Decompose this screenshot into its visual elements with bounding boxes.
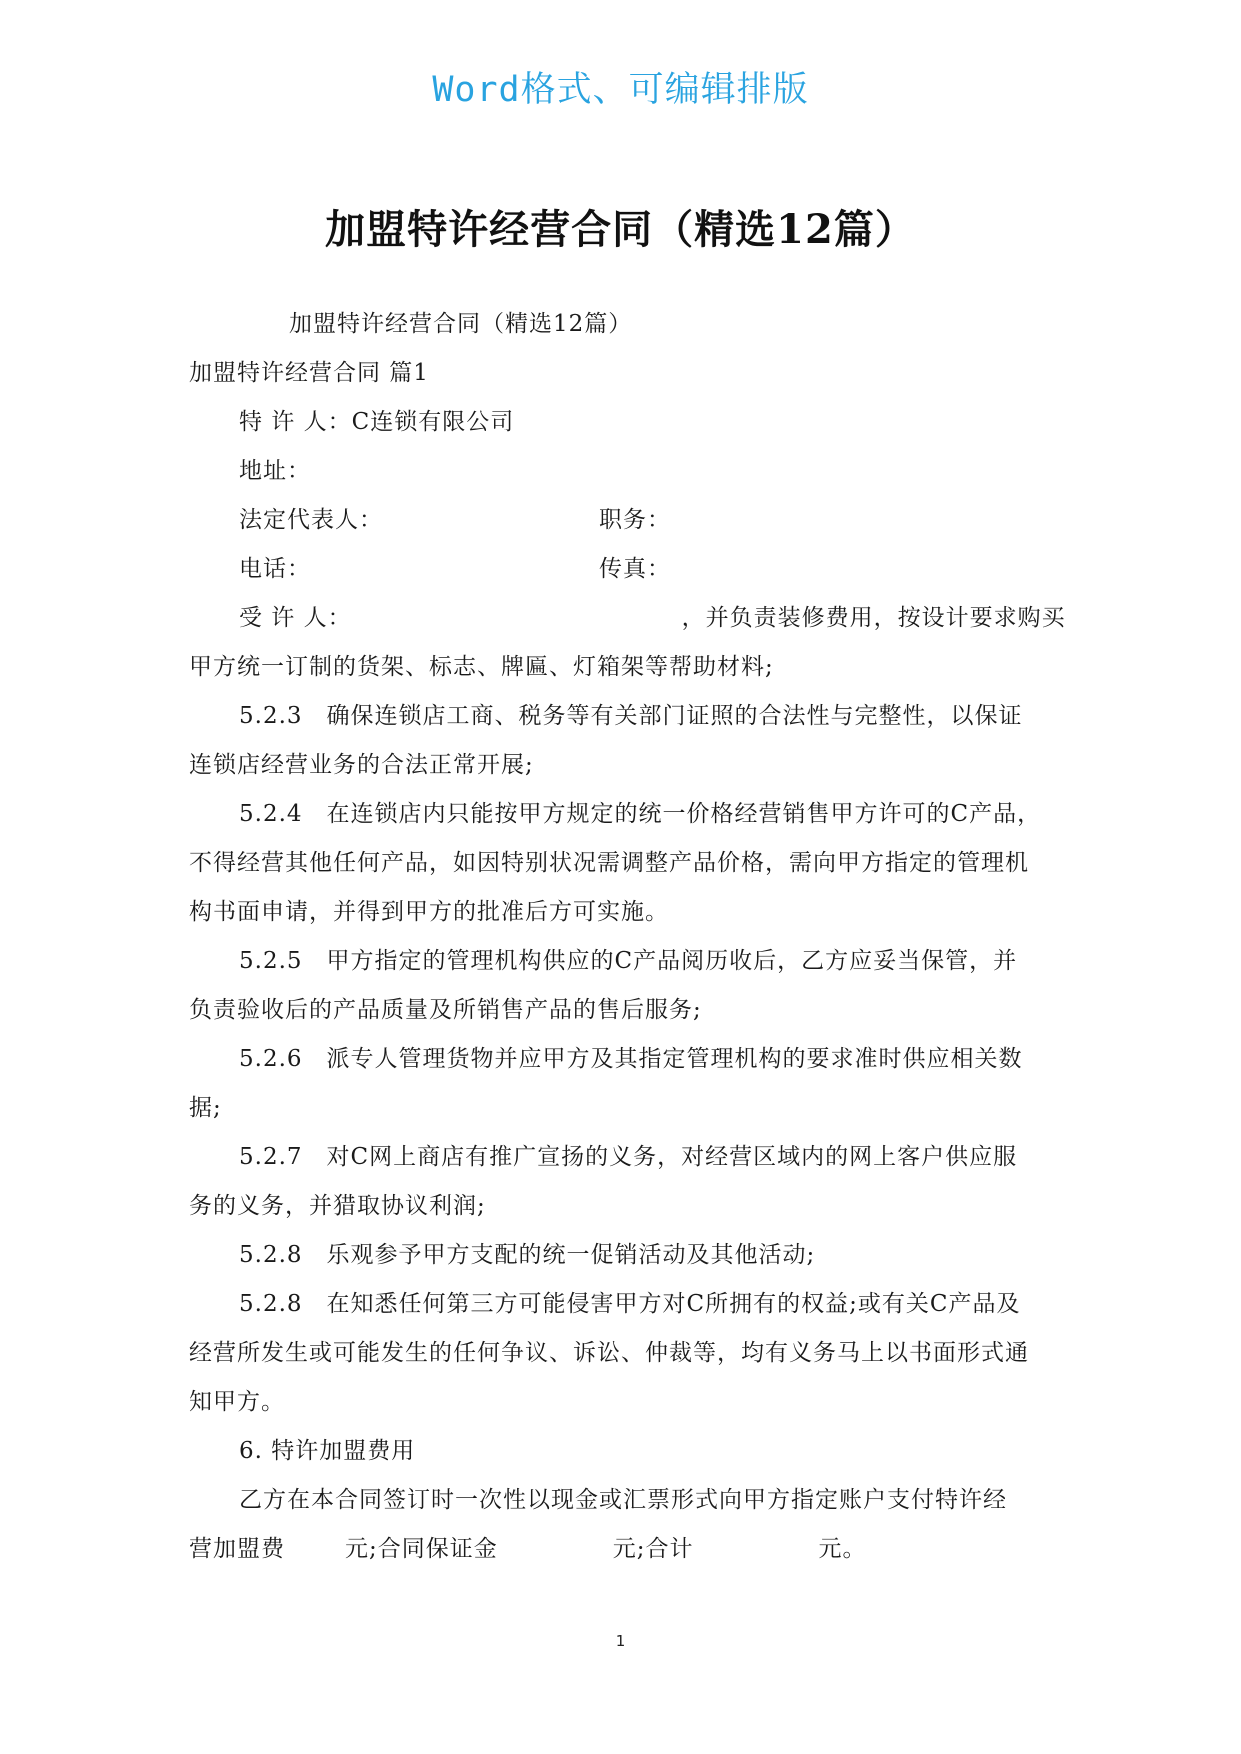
fax-label: 传真： [599, 556, 671, 582]
paragraph-line: 连锁店经营业务的合法正常开展; [189, 752, 534, 778]
clause-5-2-7: 5.2.7 对C网上商店有推广宣扬的义务，对经营区域内的网上客户供应服 [239, 1144, 1018, 1170]
paragraph-line: 知甲方。 [189, 1389, 285, 1415]
franchisee-label: 受 许 人： [239, 605, 352, 631]
clause-5-2-8-b: 5.2.8 在知悉任何第三方可能侵害甲方对C所拥有的权益;或有关C产品及 [239, 1291, 1021, 1317]
fee-label: 营加盟费 [189, 1536, 285, 1562]
clause-5-2-5: 5.2.5 甲方指定的管理机构供应的C产品阅历收后，乙方应妥当保管，并 [239, 948, 1018, 974]
paragraph-line: 构书面申请，并得到甲方的批准后方可实施。 [189, 899, 669, 925]
deposit-label: 元;合同保证金 [345, 1536, 498, 1562]
franchisee-row [189, 594, 1066, 643]
legal-rep-row [189, 496, 1059, 545]
phone-label: 电话： [239, 556, 311, 582]
franchisor-field: 特 许 人：C连锁有限公司 [239, 409, 515, 435]
word-format-banner: Word格式、可编辑排版 [432, 70, 809, 110]
paragraph-line: 经营所发生或可能发生的任何争议、诉讼、仲裁等，均有义务马上以书面形式通 [189, 1340, 1029, 1366]
address-field: 地址： [239, 458, 311, 484]
section-6-heading: 6. 特许加盟费用 [239, 1438, 416, 1464]
document-title: 加盟特许经营合同（精选12篇） [325, 206, 916, 253]
total-label: 元;合计 [612, 1536, 694, 1562]
page-number: 1 [615, 1632, 626, 1650]
paragraph-line: 甲方统一订制的货架、标志、牌匾、灯箱架等帮助材料; [189, 654, 774, 680]
clause-5-2-4: 5.2.4 在连锁店内只能按甲方规定的统一价格经营销售甲方许可的C产品， [239, 801, 1042, 827]
paragraph-line: 务的义务，并猎取协议利润; [189, 1193, 486, 1219]
paragraph-line: 不得经营其他任何产品，如因特别状况需调整产品价格，需向甲方指定的管理机 [189, 850, 1029, 876]
legal-rep-label: 法定代表人： [239, 507, 383, 533]
franchisee-rest: ，并负责装修费用，按设计要求购买 [681, 605, 1066, 631]
clause-5-2-6: 5.2.6 派专人管理货物并应甲方及其指定管理机构的要求准时供应相关数 [239, 1046, 1023, 1072]
clause-5-2-8-a: 5.2.8 乐观参予甲方支配的统一促销活动及其他活动; [239, 1242, 816, 1268]
document-body [189, 300, 1066, 1574]
phone-row [189, 545, 1059, 594]
total-unit: 元。 [818, 1536, 867, 1562]
fee-paragraph: 乙方在本合同签订时一次性以现金或汇票形式向甲方指定账户支付特许经 [239, 1487, 1007, 1513]
section-heading: 加盟特许经营合同 篇1 [189, 360, 429, 386]
paragraph-line: 负责验收后的产品质量及所销售产品的售后服务; [189, 997, 702, 1023]
position-label: 职务： [599, 507, 671, 533]
fee-line [189, 1525, 1059, 1574]
clause-5-2-3: 5.2.3 确保连锁店工商、税务等有关部门证照的合法性与完整性，以保证 [239, 703, 1023, 729]
paragraph-line: 据; [189, 1095, 222, 1121]
subtitle: 加盟特许经营合同（精选12篇） [289, 311, 633, 337]
